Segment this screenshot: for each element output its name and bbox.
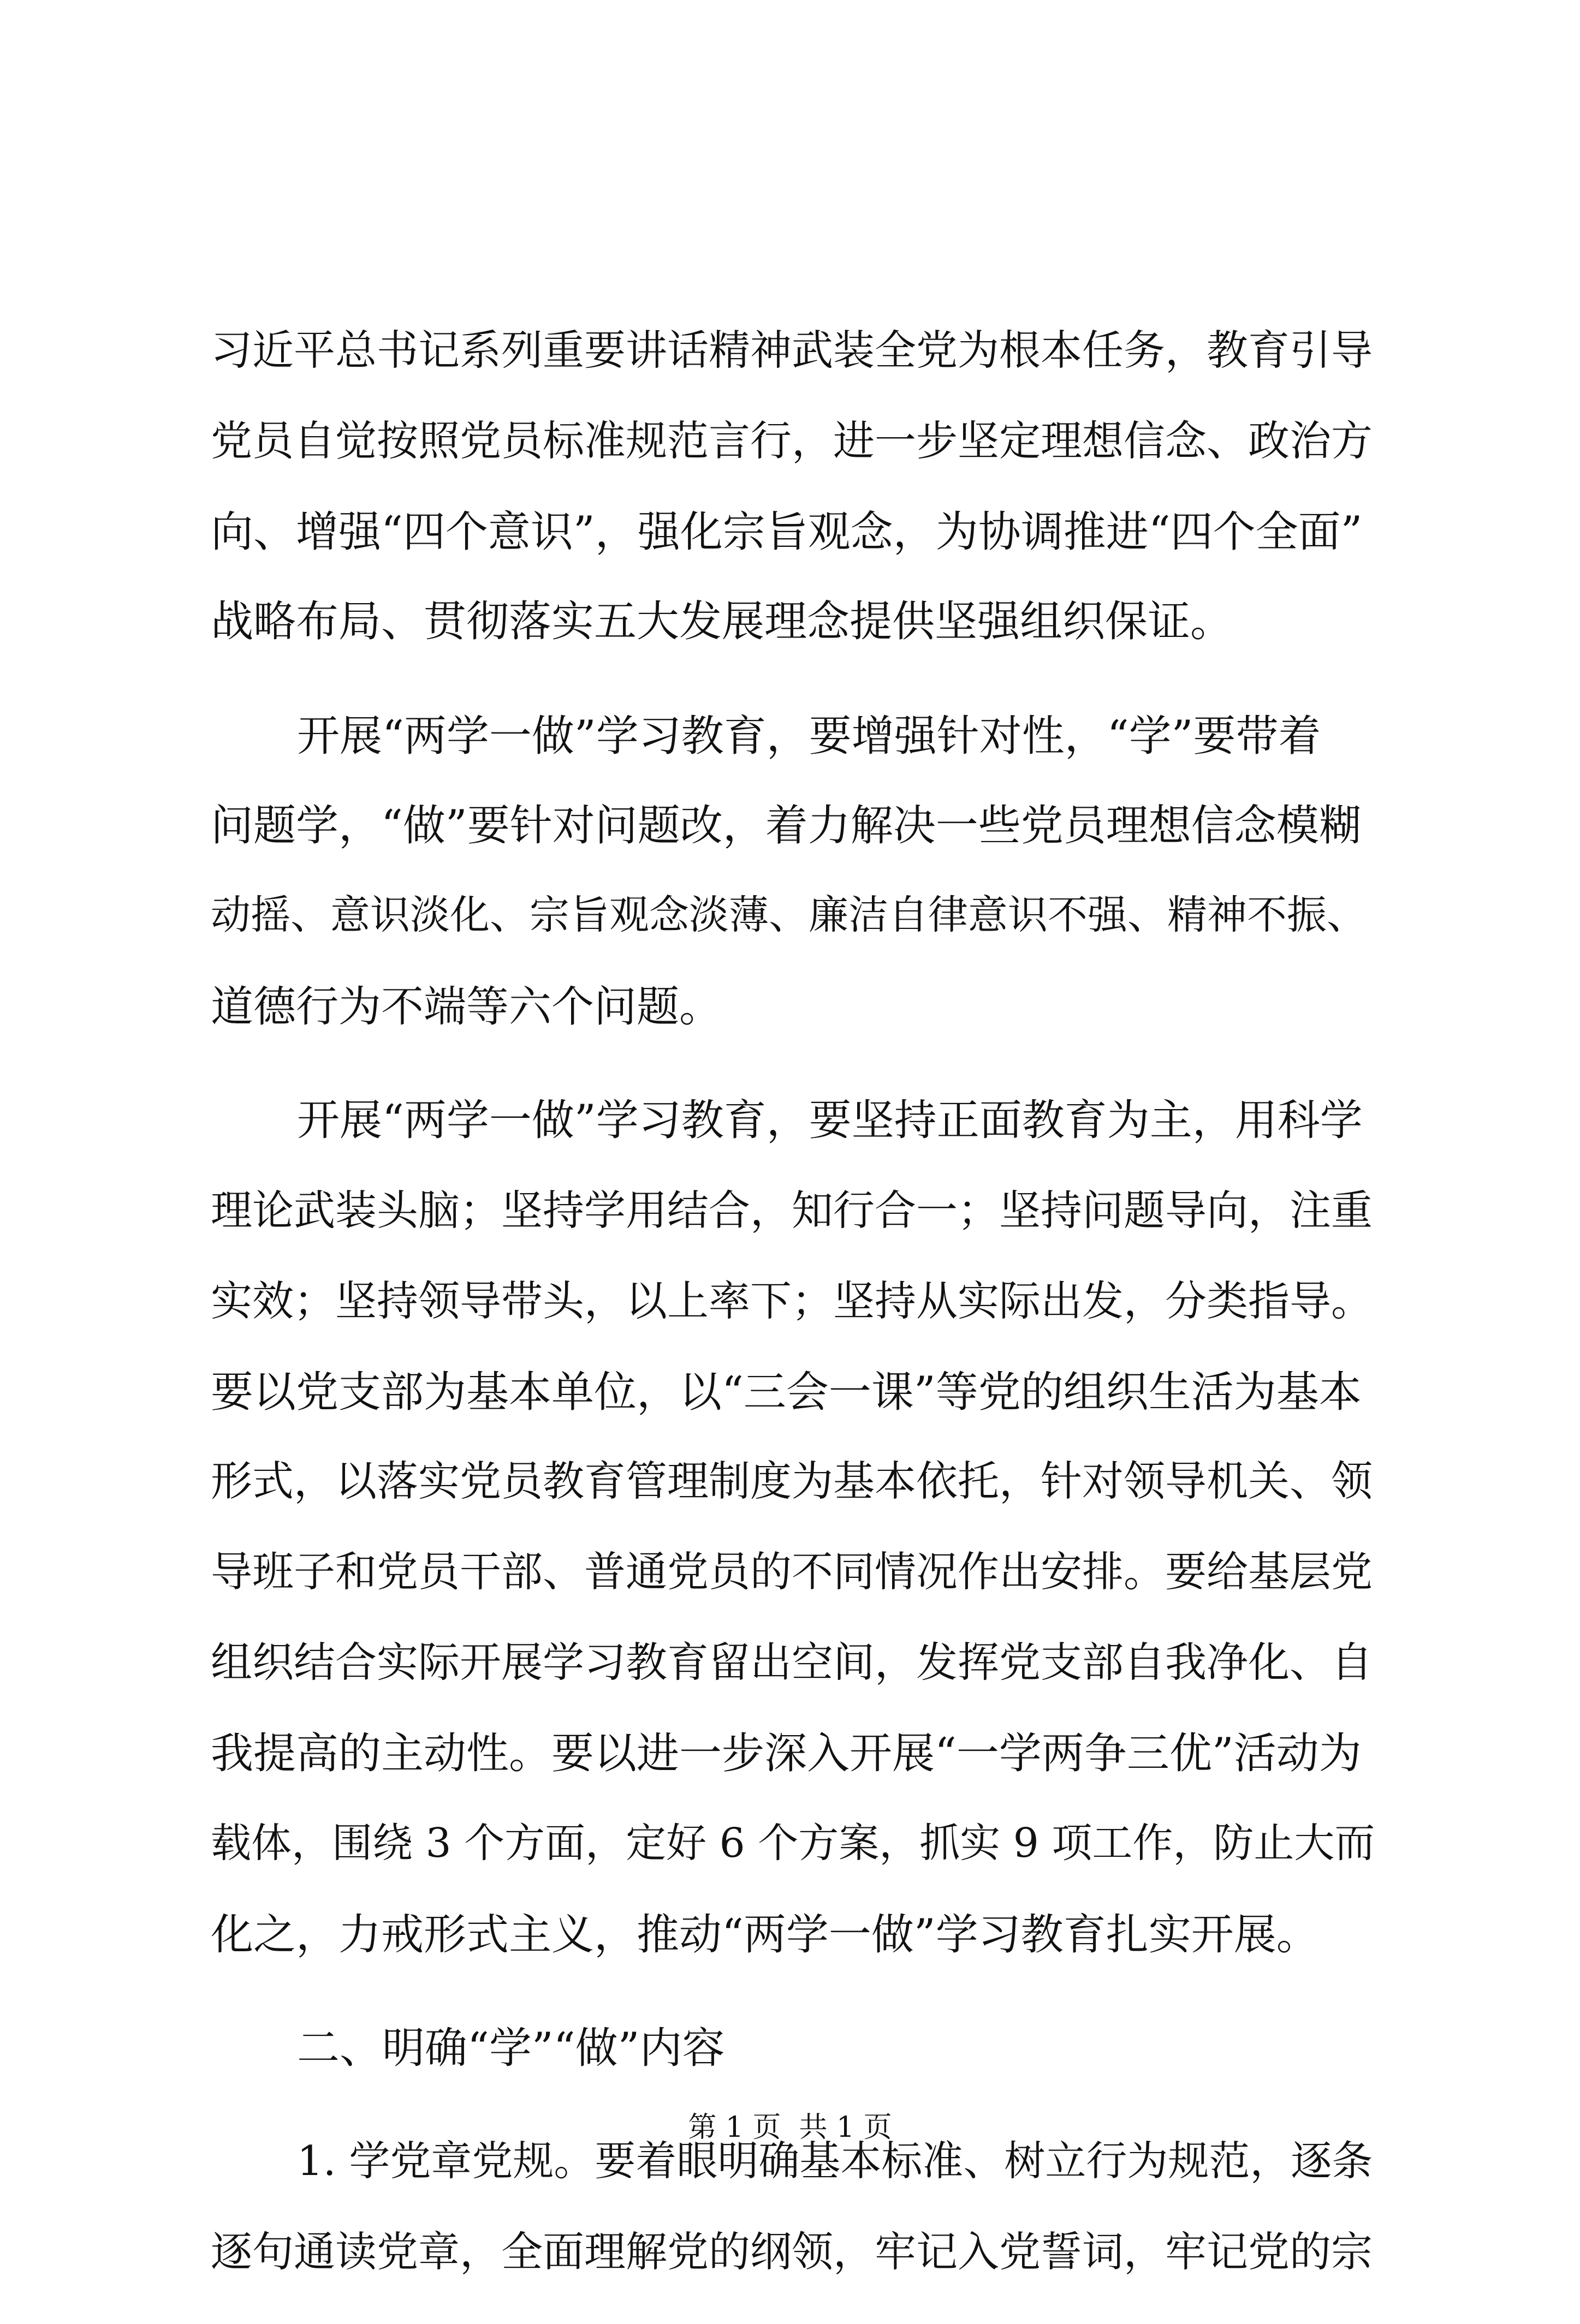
text-line: 我提高的主动性。要以进一步深入开展“一学两争三优”活动为 <box>211 1729 1362 1778</box>
text-line: 向、增强“四个意识”，强化宗旨观念，为协调推进“四个全面” <box>211 508 1363 557</box>
text-line: 战略布局、贯彻落实五大发展理念提供坚强组织保证。 <box>211 597 1233 646</box>
text-line: 逐句通读党章，全面理解党的纲领，牢记入党誓词，牢记党的宗 <box>211 2227 1373 2276</box>
text-line: 1. 学党章党规。要着眼明确基本标准、树立行为规范，逐条 <box>297 2137 1373 2185</box>
text-line: 开展“两学一做”学习教育，要增强针对性，“学”要带着 <box>297 712 1321 761</box>
text-line: 动摇、意识淡化、宗旨观念淡薄、廉洁自律意识不强、精神不振、 <box>211 892 1367 938</box>
page-footer: 第 1 页 共 1 页 <box>688 2111 892 2144</box>
text-line: 问题学，“做”要针对问题改，着力解决一些党员理想信念模糊 <box>211 801 1362 850</box>
text-line: 导班子和党员干部、普通党员的不同情况作出安排。要给基层党 <box>211 1547 1373 1596</box>
text-line: 实效；坚持领导带头，以上率下；坚持从实际出发，分类指导。 <box>211 1277 1373 1325</box>
heading-line: 二、明确“学”“做”内容 <box>297 2024 725 2073</box>
text-line: 组织结合实际开展学习教育留出空间，发挥党支部自我净化、自 <box>211 1638 1373 1687</box>
text-line: 习近平总书记系列重要讲话精神武装全党为根本任务，教育引导 <box>211 326 1373 374</box>
text-line: 形式，以落实党员教育管理制度为基本依托，针对领导机关、领 <box>211 1457 1373 1505</box>
text-line: 党员自觉按照党员标准规范言行，进一步坚定理想信念、政治方 <box>211 416 1373 465</box>
text-line: 化之，力戒形式主义，推动“两学一做”学习教育扎实开展。 <box>211 1910 1319 1959</box>
text-line: 道德行为不端等六个问题。 <box>211 982 722 1032</box>
text-line: 要以党支部为基本单位，以“三会一课”等党的组织生活为基本 <box>211 1368 1362 1417</box>
text-line: 理论武装头脑；坚持学用结合，知行合一；坚持问题导向，注重 <box>211 1186 1373 1235</box>
text-line: 开展“两学一做”学习教育，要坚持正面教育为主，用科学 <box>297 1096 1363 1145</box>
text-line: 载体，围绕 3 个方面，定好 6 个方案，抓实 9 项工作，防止大而 <box>211 1820 1375 1867</box>
